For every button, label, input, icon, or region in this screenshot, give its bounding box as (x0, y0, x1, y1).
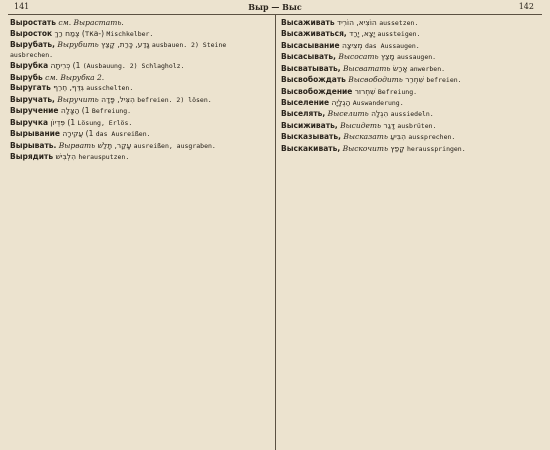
entry-head: Высвобождать (281, 75, 346, 85)
page-number-left: 141 (14, 2, 30, 11)
entry-hebrew: יָצָא, יָרַד (349, 29, 376, 39)
page-number-right: 142 (518, 2, 534, 11)
dictionary-entry (281, 109, 541, 119)
entry-head: Высаживать (281, 18, 335, 27)
entry-hebrew: שִׁחְרֵר (405, 75, 424, 85)
left-column (10, 18, 268, 448)
entry-german: Mischkelber. (106, 29, 154, 38)
entry-german: aussiedeln. (390, 110, 434, 119)
entry-head: Выручка (10, 117, 49, 127)
entry-hebrew: עָקַר, תָּלַשׁ (97, 140, 132, 150)
dictionary-entry (10, 18, 268, 27)
entry-hebrew: (-тка) צֶמַח רַךְ (54, 28, 104, 38)
entry-german: aussaugen. (396, 53, 437, 62)
dictionary-entry (281, 75, 541, 85)
entry-head: Высасывание (281, 40, 340, 50)
entry-ref: Высватать (343, 63, 391, 73)
entry-ref: см. Вырубка 2. (45, 72, 105, 82)
dictionary-entry (281, 64, 541, 74)
entry-head: Выскакивать, (281, 143, 341, 153)
entry-ref: Высосать (338, 52, 379, 62)
dictionary-entry (281, 121, 541, 131)
entry-ref: Высидеть (340, 120, 382, 130)
dictionary-entry (281, 144, 541, 154)
entry-german: Auswanderung. (352, 98, 404, 107)
entry-german: ausreißen, ausgraben. (133, 141, 216, 150)
entry-hebrew: הִבִּיעַ (390, 132, 406, 142)
entry-german: ausschelten. (86, 84, 134, 93)
entry-head: Выругать (10, 83, 51, 93)
dictionary-entry (10, 83, 268, 93)
entry-ref: Выручить (57, 94, 99, 104)
dictionary-entry (281, 18, 541, 28)
entry-hebrew: 1) הַצָּלָה (60, 106, 90, 116)
entry-hebrew: 1) עֲקִירָה (62, 129, 94, 139)
dictionary-entry (10, 61, 268, 71)
entry-ref: Высвободить (348, 75, 403, 85)
dictionary-entry (281, 98, 541, 108)
entry-hebrew: גִּדֵּף, חֵרֵף (53, 83, 84, 93)
entry-german: das Aussaugen. (364, 41, 420, 50)
entry-german: aussetzen. (379, 19, 419, 27)
entry-head: Выселять, (281, 109, 326, 119)
entry-ref: Высказать (343, 132, 388, 142)
entry-head: Высватывать, (281, 63, 341, 73)
dictionary-entry (10, 118, 268, 128)
entry-ref: Выселить (327, 109, 369, 119)
entry-head: Выручать, (10, 94, 55, 104)
entry-hebrew: הַגְלָיָה (331, 97, 351, 107)
dictionary-entry (281, 132, 541, 142)
entry-head: Вырубка (10, 61, 49, 71)
entry-head: Вырядить (10, 152, 54, 161)
entry-hebrew: הִלְבִּישׁ (55, 152, 76, 161)
entry-german: (Ausbauung. 2) Schlagholz. (82, 62, 185, 71)
entry-head: Вырывать. (10, 140, 57, 150)
entry-head: Вырубать, (10, 40, 55, 50)
dictionary-entry (10, 29, 268, 39)
dictionary-entry (281, 41, 541, 51)
entry-german: ausbauen. 2) Steine ausbrechen. (10, 41, 227, 59)
entry-hebrew: גָּדַע, כָּרַת, קָצַץ (101, 40, 150, 50)
dictionary-entry (10, 106, 268, 116)
entry-german: befreien. (426, 76, 462, 85)
entry-ref: Выскочить (342, 143, 389, 153)
entry-ref: Вырубить (57, 40, 99, 50)
page-header (0, 0, 550, 14)
entry-german: das Ausreißen. (95, 130, 151, 139)
entry-head: Выручение (10, 106, 59, 116)
entry-ref: см. Вырастать. (58, 18, 124, 27)
entry-hebrew: הִגְלָה (371, 109, 389, 119)
right-column (281, 18, 541, 448)
entry-hebrew: אָרַשׂ (392, 63, 408, 73)
entry-head: Вырывание (10, 129, 60, 139)
entry-hebrew: דָּגַר (383, 120, 395, 130)
dictionary-entry (281, 52, 541, 62)
entry-hebrew: מְצִיצָה (341, 40, 363, 50)
entry-head: Вырубь (10, 72, 43, 82)
entry-hebrew: הִצִּיל, פָּדָה (101, 94, 135, 104)
entry-hebrew: קָפַץ (390, 143, 405, 153)
entry-head: Высаживаться, (281, 29, 347, 39)
entry-head: Высиживать, (281, 120, 338, 130)
entry-german: herausspringen. (406, 144, 466, 153)
entry-german: aussprechen. (408, 133, 456, 142)
entry-hebrew: שִׁחְרוּר (354, 86, 376, 96)
dictionary-entry (10, 95, 268, 105)
entry-hebrew: 1) פִּדְיוֹן (50, 117, 76, 127)
dictionary-entry (281, 87, 541, 97)
entry-german: herausputzen. (78, 153, 130, 161)
dictionary-entry (10, 152, 268, 162)
entry-german: Befreiung. (377, 87, 418, 96)
dictionary-entry (281, 29, 541, 39)
dictionary-entry (10, 73, 268, 82)
entry-german: Lösung, Erlös. (77, 118, 133, 127)
entry-german: Befreiung. (91, 107, 132, 116)
column-divider (275, 14, 276, 450)
entry-head: Высасывать, (281, 52, 336, 62)
entry-ref: Вырвать (58, 140, 96, 150)
entry-head: Выселение (281, 97, 330, 107)
entry-german: aussteigen. (377, 30, 421, 39)
page-running-title: Выр — Выс (248, 2, 302, 12)
entry-german: ausbrüten. (397, 121, 437, 130)
entry-hebrew: 1) כְּרִיתָה (50, 61, 81, 71)
entry-head: Высказывать, (281, 132, 341, 142)
entry-german: anwerben. (409, 64, 446, 73)
entry-hebrew: מָצַץ (380, 52, 395, 62)
dictionary-entry (10, 40, 268, 60)
entry-head: Высвобождение (281, 86, 353, 96)
entry-head: Выросток (10, 28, 53, 38)
entry-hebrew: הוֹצִיא, הוֹרִיד (337, 18, 377, 27)
dictionary-entry (10, 129, 268, 139)
entry-head: Выростать (10, 18, 56, 27)
entry-german: befreien. 2) lösen. (137, 95, 212, 104)
dictionary-entry (10, 141, 268, 151)
